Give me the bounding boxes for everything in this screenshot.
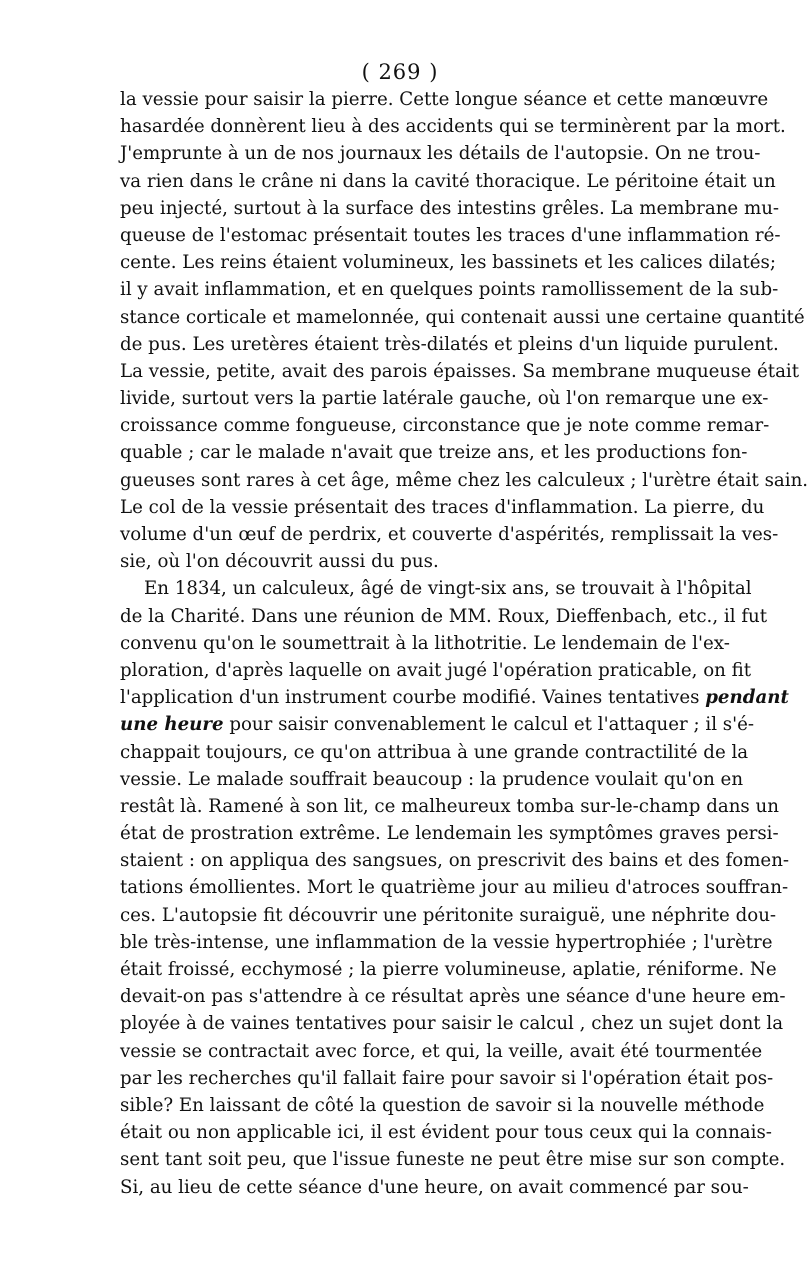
text-line: l'application d'un instrument courbe modifié. Vaines tentatives pendant <box>120 687 789 709</box>
text-line: ble très-intense, une inflammation de la vessie hypertrophiée ; l'urètre <box>120 931 773 953</box>
text-line: une heure pour saisir convenablement le calcul et l'attaquer ; il s'é- <box>120 714 755 736</box>
text-line: croissance comme fongueuse, circonstance que je note comme remar- <box>120 415 770 437</box>
text-line: la vessie pour saisir la pierre. Cette longue séance et cette manœuvre <box>120 89 769 110</box>
text-line: livide, surtout vers la partie latérale gauche, où l'on remarque une ex- <box>120 388 769 410</box>
text-line: était ou non applicable ici, il est évident pour tous ceux qui la connais- <box>120 1122 772 1144</box>
text-line: hasardée donnèrent lieu à des accidents qui se terminèrent par la mort. <box>120 116 786 138</box>
text-line: sible? En laissant de côté la question de savoir si la nouvelle méthode <box>120 1094 765 1116</box>
page-number: ( 269 ) <box>361 60 439 84</box>
text-line: de pus. Les uretères étaient très-dilatés et pleins d'un liquide purulent. <box>120 333 779 355</box>
text-line: vessie se contractait avec force, et qui, la veille, avait été tourmentée <box>120 1040 763 1062</box>
text-line: devait-on pas s'attendre à ce résultat après une séance d'une heure em- <box>120 986 786 1008</box>
body-text <box>120 86 808 1201</box>
paragraph-end-line: sie, où l'on découvrit aussi du pus. <box>120 551 439 573</box>
text-line: sent tant soit peu, que l'issue funeste ne peut être mise sur son compte. <box>120 1149 786 1171</box>
text-line: de la Charité. Dans une réunion de MM. Roux, Dieffenbach, etc., il fut <box>120 605 768 627</box>
text-line: volume d'un œuf de perdrix, et couverte d'aspérités, remplissait la ves- <box>120 524 779 545</box>
text-line: gueuses sont rares à cet âge, même chez les calculeux ; l'urètre était sain. <box>120 469 808 491</box>
text-line: Le col de la vessie présentait des traces d'inflammation. La pierre, du <box>120 496 765 518</box>
text-line: cente. Les reins étaient volumineux, les bassinets et les calices dilatés; <box>120 252 776 274</box>
text-line: chappait toujours, ce qu'on attribua à une grande contractilité de la <box>120 741 749 763</box>
text-line: staient : on appliqua des sangsues, on prescrivit des bains et des fomen- <box>120 850 790 872</box>
text-line: tations émollientes. Mort le quatrième jour au milieu d'atroces souffran- <box>120 877 789 899</box>
emphasis-text: pendant <box>705 687 789 709</box>
text-line: ploration, d'après laquelle on avait jugé l'opération praticable, on fit <box>120 659 752 681</box>
text-line: peu injecté, surtout à la surface des intestins grêles. La membrane mu- <box>120 197 780 219</box>
text-line: stance corticale et mamelonnée, qui contenait aussi une certaine quantité <box>120 306 805 328</box>
paragraph-start-line: En 1834, un calculeux, âgé de vingt-six ans, se trouvait à l'hôpital <box>144 578 752 600</box>
text-line: va rien dans le crâne ni dans la cavité thoracique. Le péritoine était un <box>120 170 776 192</box>
text-line: queuse de l'estomac présentait toutes les traces d'une inflammation ré- <box>120 224 781 246</box>
text-line: était froissé, ecchymosé ; la pierre volumineuse, aplatie, réniforme. Ne <box>120 959 777 980</box>
text-line: J'emprunte à un de nos journaux les détails de l'autopsie. On ne trou- <box>120 143 761 165</box>
text-line: restât là. Ramené à son lit, ce malheureux tomba sur-le-champ dans un <box>120 795 779 817</box>
text-line: Si, au lieu de cette séance d'une heure, on avait commencé par sou- <box>120 1176 749 1198</box>
text-line: convenu qu'on le soumettrait à la lithotritie. Le lendemain de l'ex- <box>120 632 730 654</box>
text-line: La vessie, petite, avait des parois épaisses. Sa membrane muqueuse était <box>120 360 800 382</box>
text-line: quable ; car le malade n'avait que treize ans, et les productions fon- <box>120 442 748 464</box>
text-line: ces. L'autopsie fit découvrir une péritonite suraiguë, une néphrite dou- <box>120 904 777 926</box>
text-line: il y avait inflammation, et en quelques points ramollissement de la sub- <box>120 279 779 301</box>
text-line: vessie. Le malade souffrait beaucoup : la prudence voulait qu'on en <box>120 768 744 790</box>
text-line: par les recherches qu'il fallait faire pour savoir si l'opération était pos- <box>120 1067 774 1089</box>
text-line: état de prostration extrême. Le lendemain les symptômes graves persi- <box>120 823 779 845</box>
emphasis-text: une heure <box>120 714 224 736</box>
text-line: ployée à de vaines tentatives pour saisir le calcul , chez un sujet dont la <box>120 1013 784 1035</box>
